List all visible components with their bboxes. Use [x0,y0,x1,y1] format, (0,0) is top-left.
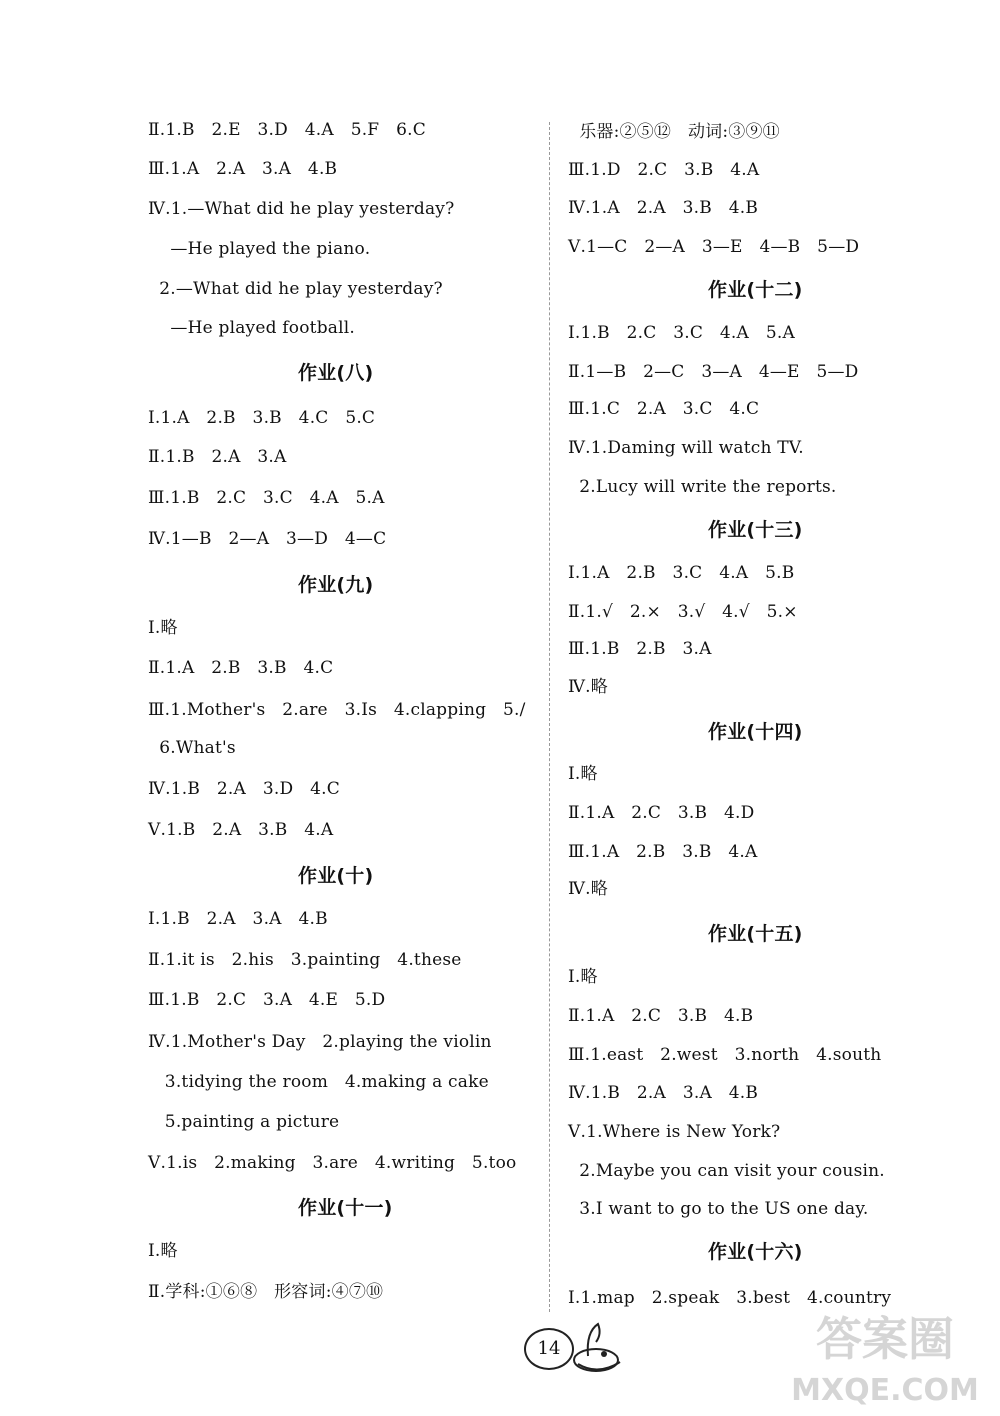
answer-line: Ⅲ.1.D 2.C 3.B 4.A [568,160,760,180]
answer-line: Ⅴ.1.is 2.making 3.are 4.writing 5.too [148,1153,517,1173]
answer-line: —He played football. [148,318,355,338]
answer-line: Ⅰ.略 [148,1241,178,1261]
answer-line: Ⅴ.1—C 2—A 3—E 4—B 5—D [568,237,860,257]
answer-line: 乐器:②⑤⑫ 动词:③⑨⑪ [568,122,780,142]
answer-line: Ⅳ.1.A 2.A 3.B 4.B [568,198,759,218]
section-heading: 作业(十三) [708,519,803,541]
answer-line: Ⅱ.学科:①⑥⑧ 形容词:④⑦⑩ [148,1282,384,1302]
answer-line: Ⅰ.1.A 2.B 3.B 4.C 5.C [148,408,376,428]
mascot-icon [568,1320,628,1376]
answer-line: Ⅰ.1.map 2.speak 3.best 4.country [568,1288,892,1308]
answer-line: Ⅱ.1.B 2.A 3.A [148,447,287,467]
answer-line: Ⅱ.1.B 2.E 3.D 4.A 5.F 6.C [148,120,426,140]
answer-line: Ⅱ.1.A 2.B 3.B 4.C [148,658,334,678]
answer-line: Ⅰ.略 [568,967,598,987]
answer-line: 5.painting a picture [148,1112,340,1132]
answer-line: Ⅴ.1.Where is New York? [568,1122,781,1142]
answer-line: 3.I want to go to the US one day. [568,1199,869,1219]
answer-line: 6.What's [148,738,236,758]
answer-line: Ⅱ.1.it is 2.his 3.painting 4.these [148,950,462,970]
svg-text:MXQE.COM: MXQE.COM [791,1373,979,1408]
page-footer [520,1320,630,1380]
answer-line: Ⅲ.1.C 2.A 3.C 4.C [568,399,760,419]
answer-line: 2.Lucy will write the reports. [568,477,837,497]
answer-line: Ⅰ.1.B 2.C 3.C 4.A 5.A [568,323,795,343]
answer-line: Ⅳ.1.Daming will watch TV. [568,438,804,458]
section-heading: 作业(十二) [708,279,803,301]
answer-line: Ⅳ.1.B 2.A 3.A 4.B [568,1083,759,1103]
answer-line: 2.—What did he play yesterday? [148,279,443,299]
answer-line: Ⅲ.1.east 2.west 3.north 4.south [568,1045,882,1065]
section-heading: 作业(八) [298,362,374,384]
answer-line: Ⅰ.1.B 2.A 3.A 4.B [148,909,328,929]
answer-line: Ⅴ.1.B 2.A 3.B 4.A [148,820,334,840]
answer-line: —He played the piano. [148,239,371,259]
section-heading: 作业(十) [298,865,374,887]
answer-line: Ⅰ.1.A 2.B 3.C 4.A 5.B [568,563,795,583]
answer-line: 3.tidying the room 4.making a cake [148,1072,489,1092]
answer-line: Ⅱ.1.√ 2.× 3.√ 4.√ 5.× [568,602,798,622]
watermark-logo-icon [780,1300,990,1410]
watermark [780,1300,990,1410]
section-heading: 作业(十六) [708,1241,803,1263]
answer-line: Ⅱ.1—B 2—C 3—A 4—E 5—D [568,362,859,382]
answer-line: Ⅱ.1.A 2.C 3.B 4.B [568,1006,754,1026]
answer-line: Ⅳ.1.B 2.A 3.D 4.C [148,779,340,799]
svg-text:答案圈: 答案圈 [816,1312,954,1366]
answer-line: Ⅰ.略 [568,764,598,784]
answer-line: Ⅲ.1.A 2.A 3.A 4.B [148,159,338,179]
answer-line: Ⅲ.1.B 2.C 3.A 4.E 5.D [148,990,386,1010]
answer-line: Ⅱ.1.A 2.C 3.B 4.D [568,803,755,823]
answer-line: Ⅲ.1.B 2.B 3.A [568,639,712,659]
answer-line: Ⅳ.1.Mother's Day 2.playing the violin [148,1032,492,1052]
answer-line: Ⅲ.1.A 2.B 3.B 4.A [568,842,758,862]
section-heading: 作业(十五) [708,923,803,945]
answer-line: Ⅳ.1—B 2—A 3—D 4—C [148,529,387,549]
answer-line: Ⅰ.略 [148,618,178,638]
answer-line: 2.Maybe you can visit your cousin. [568,1161,885,1181]
answer-line: Ⅲ.1.Mother's 2.are 3.Is 4.clapping 5./ [148,700,526,720]
section-heading: 作业(九) [298,574,374,596]
answer-line: Ⅳ.略 [568,879,608,899]
answer-line: Ⅲ.1.B 2.C 3.C 4.A 5.A [148,488,385,508]
column-divider [549,122,550,1312]
section-heading: 作业(十四) [708,721,803,743]
page-number: 14 [524,1328,574,1370]
answer-line: Ⅳ.略 [568,677,608,697]
answer-line: Ⅳ.1.—What did he play yesterday? [148,199,455,219]
section-heading: 作业(十一) [298,1197,393,1219]
